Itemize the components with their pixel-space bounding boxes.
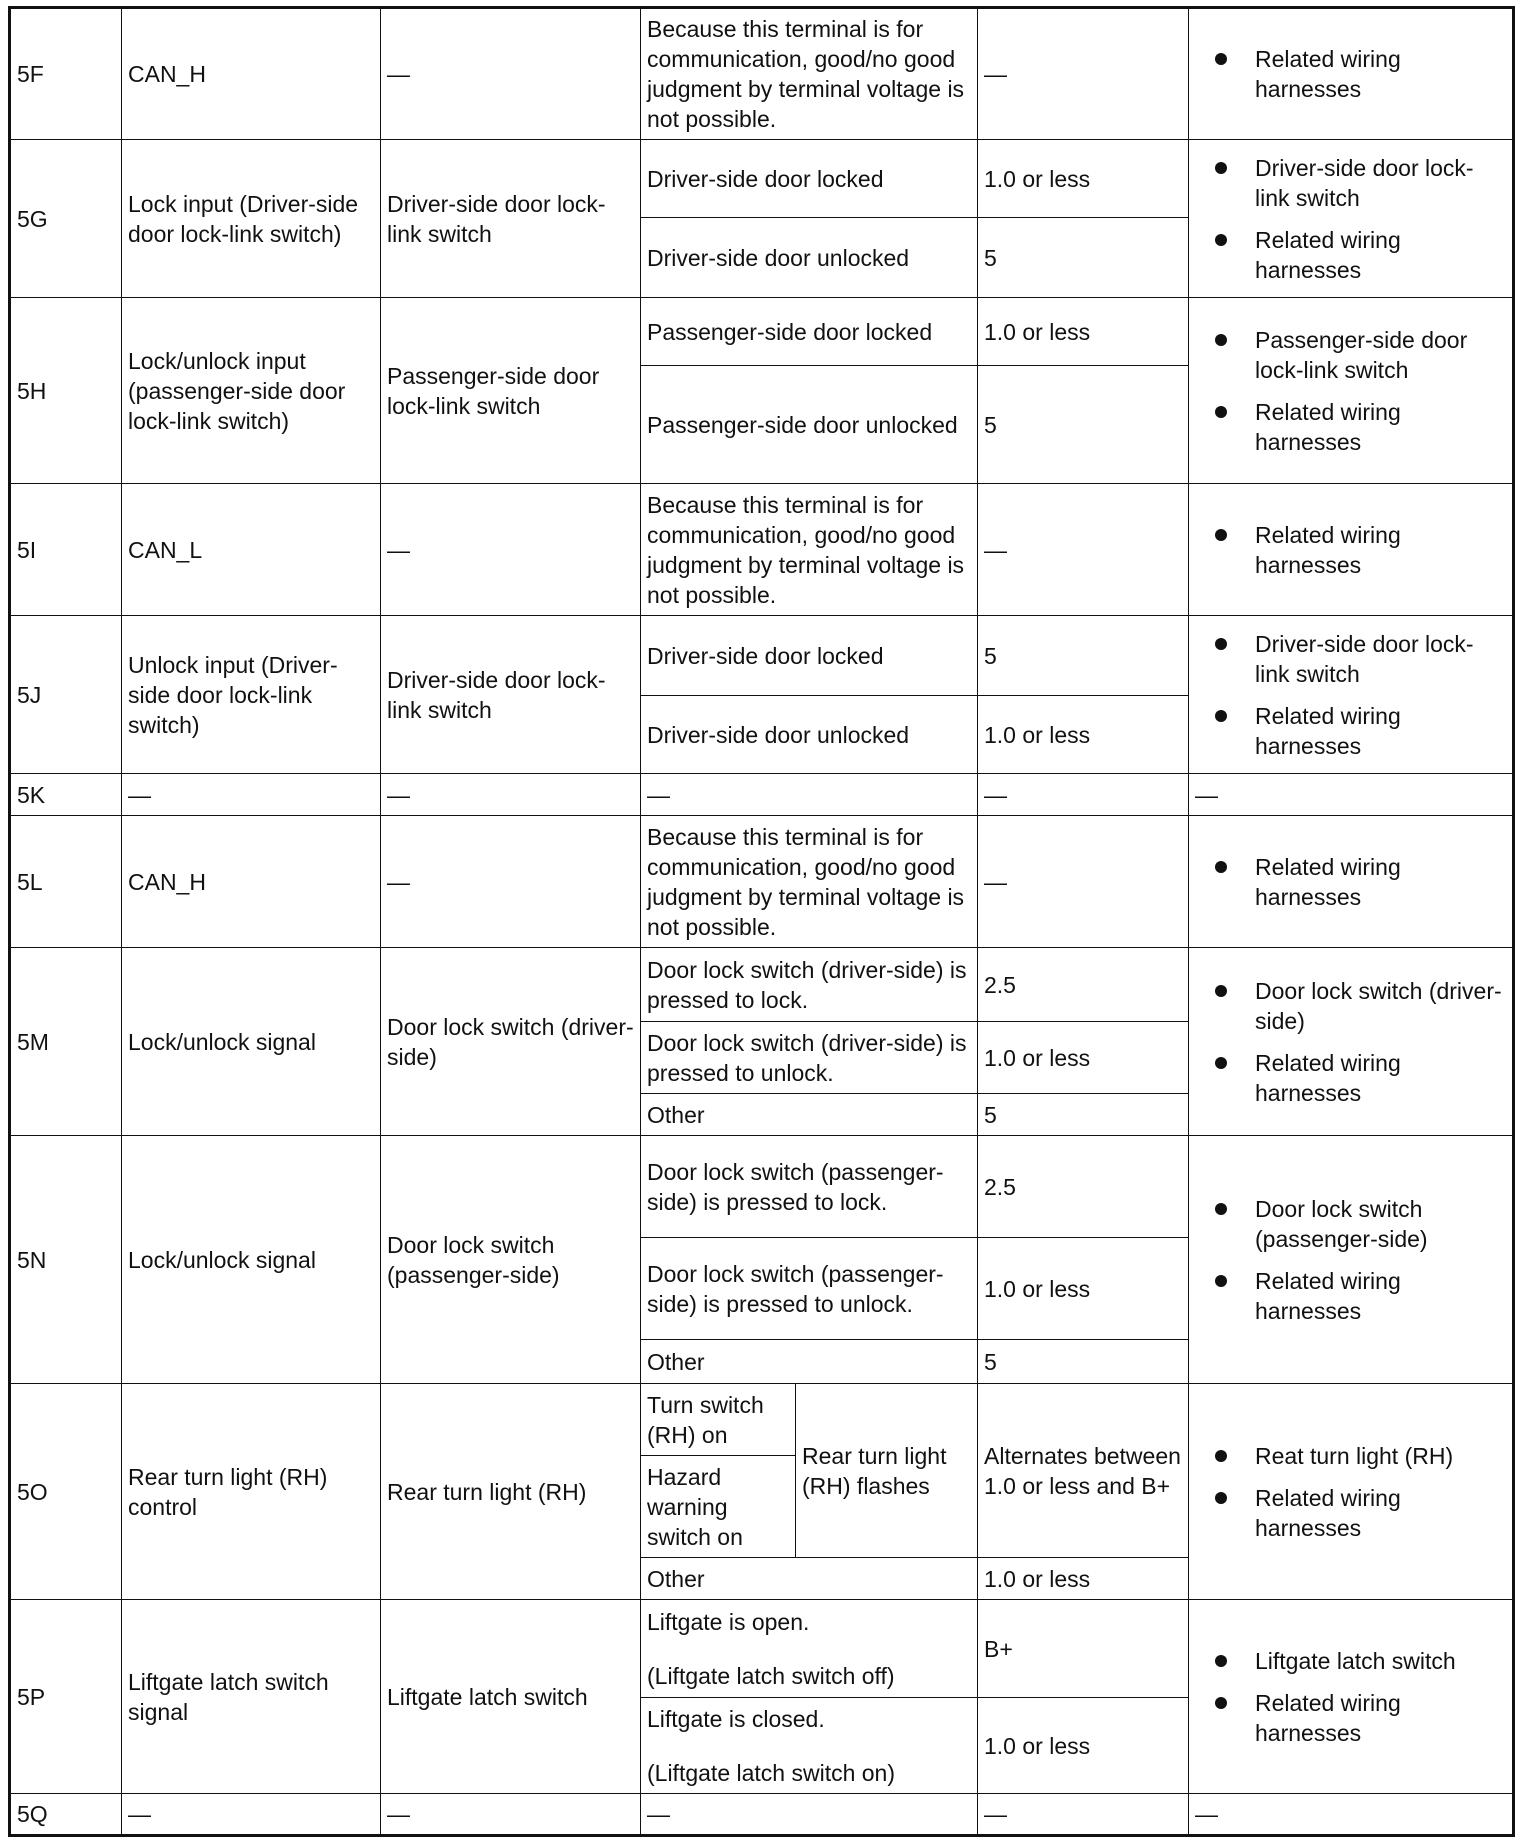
inspection-items-cell [1189,948,1514,1136]
signal-name-cell: Liftgate latch switch signal [122,1600,381,1794]
connected-to-cell: — [381,484,641,616]
voltage-cell: 2.5 [978,1136,1189,1238]
terminal-cell: 5K [10,774,122,816]
condition-cell: Driver-side door unlocked [641,696,978,774]
voltage-cell: 2.5 [978,948,1189,1022]
condition-cell [641,1600,978,1698]
condition-cell: Door lock switch (driver-side) is pressed to unlock. [641,1022,978,1094]
condition-cell: Driver-side door unlocked [641,218,978,298]
condition-cell: Driver-side door locked [641,140,978,218]
table-row [10,140,1514,218]
terminal-cell: 5P [10,1600,122,1794]
condition-cell: Door lock switch (passenger-side) is pressed to unlock. [641,1238,978,1340]
terminal-cell: 5M [10,948,122,1136]
voltage-cell: — [978,8,1189,140]
condition-cell: — [641,1794,978,1836]
table-row [10,8,1514,140]
terminal-cell: 5H [10,298,122,484]
voltage-cell: 1.0 or less [978,140,1189,218]
voltage-cell: 1.0 or less [978,1238,1189,1340]
table-row [10,1794,1514,1836]
voltage-cell: 5 [978,1340,1189,1384]
table-row [10,616,1514,696]
connected-to-cell: — [381,8,641,140]
voltage-cell: 5 [978,218,1189,298]
voltage-cell: — [978,1794,1189,1836]
terminal-cell: 5J [10,616,122,774]
inspection-item: Related wiring harnesses [1215,852,1506,912]
signal-name-cell: Rear turn light (RH) control [122,1384,381,1600]
inspection-item: Related wiring harnesses [1215,225,1506,285]
inspection-item: Related wiring harnesses [1215,1688,1506,1748]
table-row [10,1600,1514,1698]
inspection-item: Driver-side door lock-link switch [1215,629,1506,689]
inspection-items-cell [1189,298,1514,484]
voltage-cell: Alternates between 1.0 or less and B+ [978,1384,1189,1558]
inspection-items-cell [1189,616,1514,774]
inspection-item: Related wiring harnesses [1215,520,1506,580]
inspection-item: Related wiring harnesses [1215,1266,1506,1326]
inspection-item: Related wiring harnesses [1215,701,1506,761]
condition-cell: Other [641,1094,978,1136]
inspection-item: Reat turn light (RH) [1215,1441,1506,1471]
inspection-item: Related wiring harnesses [1215,44,1506,104]
inspection-items-cell [1189,140,1514,298]
voltage-cell: 5 [978,366,1189,484]
signal-name-cell: Lock/unlock input (passenger-side door lock-link switch) [122,298,381,484]
condition-line: Liftgate is closed. [647,1705,825,1732]
voltage-cell: — [978,484,1189,616]
voltage-cell: 1.0 or less [978,1698,1189,1794]
table-row [10,484,1514,616]
inspection-item: Related wiring harnesses [1215,1483,1506,1543]
connected-to-cell: Driver-side door lock-link switch [381,140,641,298]
signal-name-cell: Lock/unlock signal [122,1136,381,1384]
signal-name-cell: Unlock input (Driver-side door lock-link switch) [122,616,381,774]
terminal-cell: 5N [10,1136,122,1384]
condition-cell: Because this terminal is for communication, good/no good judgment by terminal voltage is not possible. [641,484,978,616]
inspection-items-cell [1189,1136,1514,1384]
signal-name-cell: Lock input (Driver-side door lock-link switch) [122,140,381,298]
voltage-cell: 5 [978,1094,1189,1136]
inspection-item: Door lock switch (passenger-side) [1215,1194,1506,1254]
inspection-items-cell [1189,1600,1514,1794]
inspection-items-cell [1189,8,1514,140]
condition-line: (Liftgate latch switch on) [647,1759,896,1786]
signal-name-cell: CAN_L [122,484,381,616]
voltage-cell: — [978,774,1189,816]
voltage-cell: 1.0 or less [978,696,1189,774]
connected-to-cell: Rear turn light (RH) [381,1384,641,1600]
signal-name-cell: Lock/unlock signal [122,948,381,1136]
connected-to-cell: Driver-side door lock-link switch [381,616,641,774]
condition-cell: Passenger-side door locked [641,298,978,366]
signal-name-cell: — [122,774,381,816]
inspection-items-cell [1189,816,1514,948]
table-row [10,948,1514,1022]
voltage-cell: 5 [978,616,1189,696]
table-row [10,1136,1514,1238]
voltage-cell: 1.0 or less [978,1022,1189,1094]
inspection-item: Door lock switch (driver-side) [1215,976,1506,1036]
condition-cell: Because this terminal is for communication, good/no good judgment by terminal voltage is not possible. [641,816,978,948]
voltage-cell: — [978,816,1189,948]
connected-to-cell: Liftgate latch switch [381,1600,641,1794]
table-row [10,298,1514,366]
condition-cell [641,1698,978,1794]
signal-name-cell: CAN_H [122,8,381,140]
connected-to-cell: Door lock switch (passenger-side) [381,1136,641,1384]
condition-cell: Door lock switch (passenger-side) is pressed to lock. [641,1136,978,1238]
inspection-item: Liftgate latch switch [1215,1646,1506,1676]
terminal-cell: 5L [10,816,122,948]
sub-condition-cell: Hazard warning switch on [641,1456,796,1558]
terminal-cell: 5I [10,484,122,616]
inspection-items-cell: — [1189,774,1514,816]
condition-line: (Liftgate latch switch off) [647,1662,895,1689]
condition-cell: Driver-side door locked [641,616,978,696]
table-row [10,816,1514,948]
voltage-cell: B+ [978,1600,1189,1698]
table-row [10,774,1514,816]
condition-cell: Other [641,1558,978,1600]
result-cell: Rear turn light (RH) flashes [796,1384,978,1558]
terminal-cell: 5G [10,140,122,298]
sub-condition-cell: Turn switch (RH) on [641,1384,796,1456]
connected-to-cell: — [381,1794,641,1836]
inspection-items-cell: — [1189,1794,1514,1836]
voltage-cell: 1.0 or less [978,298,1189,366]
inspection-items-cell [1189,484,1514,616]
signal-name-cell: — [122,1794,381,1836]
condition-cell: Passenger-side door unlocked [641,366,978,484]
inspection-item: Related wiring harnesses [1215,397,1506,457]
table-row [10,1384,1514,1456]
inspection-item: Related wiring harnesses [1215,1048,1506,1108]
condition-cell: Door lock switch (driver-side) is pressed to lock. [641,948,978,1022]
condition-line: Liftgate is open. [647,1608,810,1635]
terminal-inspection-table [8,6,1515,1837]
inspection-item: Passenger-side door lock-link switch [1215,325,1506,385]
terminal-cell: 5F [10,8,122,140]
connected-to-cell: — [381,816,641,948]
condition-cell: Other [641,1340,978,1384]
inspection-items-cell [1189,1384,1514,1600]
condition-cell: — [641,774,978,816]
signal-name-cell: CAN_H [122,816,381,948]
inspection-item: Driver-side door lock-link switch [1215,153,1506,213]
connected-to-cell: — [381,774,641,816]
connected-to-cell: Door lock switch (driver-side) [381,948,641,1136]
connected-to-cell: Passenger-side door lock-link switch [381,298,641,484]
condition-cell: Because this terminal is for communication, good/no good judgment by terminal voltage is not possible. [641,8,978,140]
terminal-cell: 5Q [10,1794,122,1836]
terminal-cell: 5O [10,1384,122,1600]
voltage-cell: 1.0 or less [978,1558,1189,1600]
